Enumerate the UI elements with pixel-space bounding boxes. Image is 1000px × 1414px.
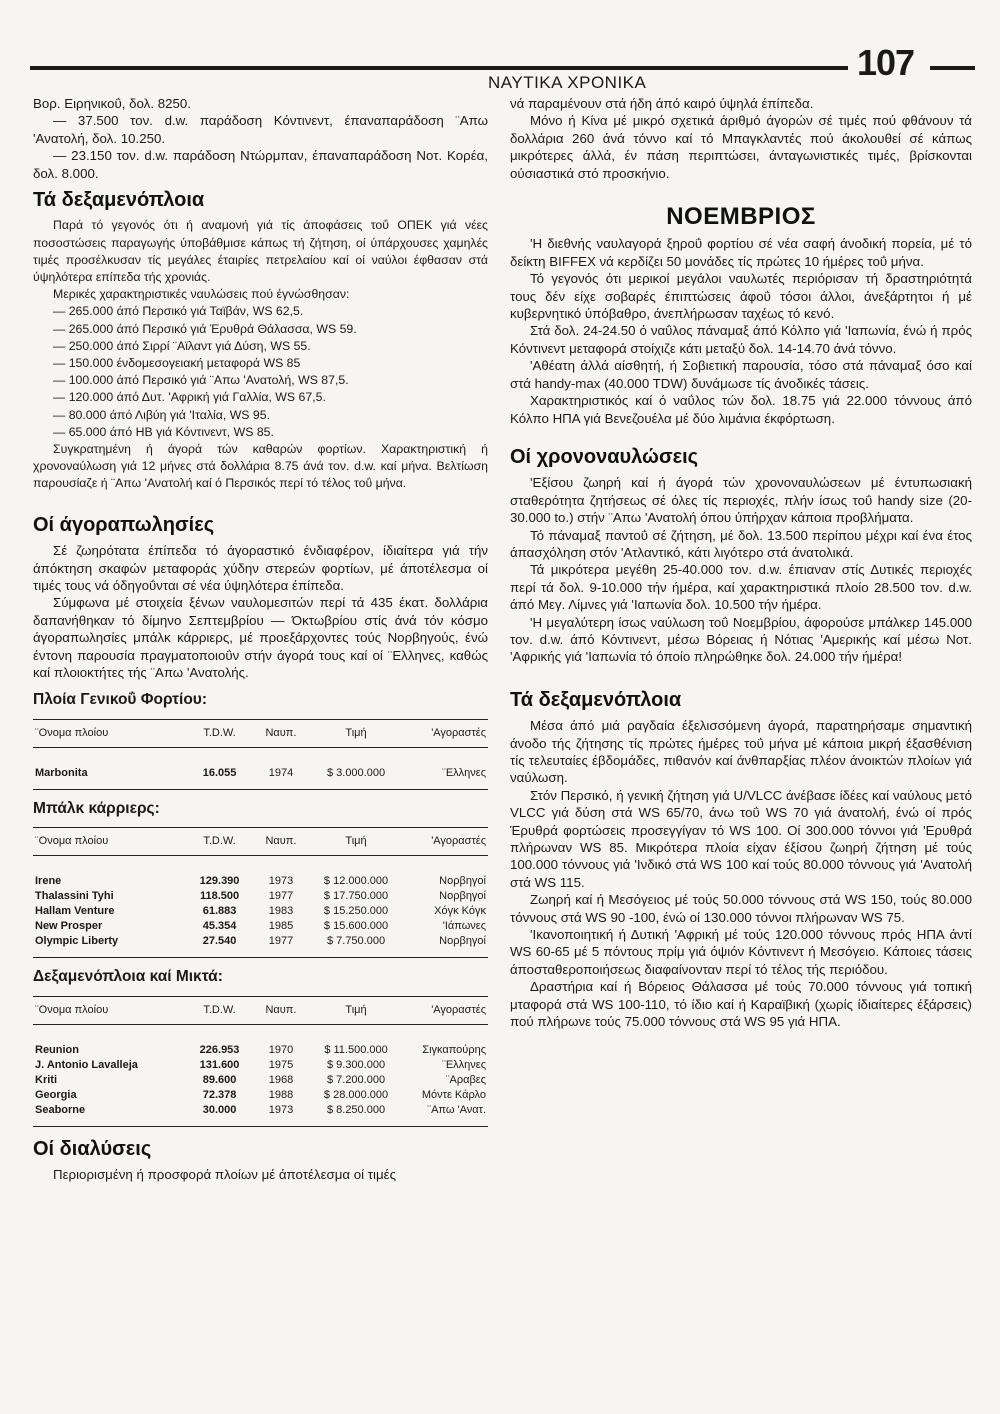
table-header-row [33,996,488,1024]
table-row [33,919,488,934]
col-header-price: Τιμή [311,996,402,1024]
col-header-built: Ναυπ. [251,719,310,747]
fixture-item: — 150.000 ένδομεσογειακή μεταφορά WS 85 [53,356,301,371]
paragraph: Μόνο ή Κίνα μέ μικρό σχετικά άριθμό άγορών σέ τιμές πού φθάνουν τά δολλάρια 260 άνά τόννο καί τό Μπαγκλαντές πού άκολουθεί σέ κάπως μικρότερες άλλά, έν πάση περιπτώσει, άνταγωνιστικές τιμές, βρίσκονται ούσιαστικά στό προσκήνιο. [510,113,972,181]
ship-name: Irene [35,875,62,888]
general-cargo-table [33,719,488,790]
ship-tdw: 118.500 [199,890,240,903]
page-header [30,40,975,100]
ship-tdw: 30.000 [188,1103,252,1127]
table-header-row [33,828,488,856]
ship-price: $ 17.750.000 [323,890,389,903]
paragraph: Στόν Περσικό, ή γενική ζήτηση γιά U/VLCC άνέβασε ίδέες καί ναύλους μετό VLCC γιά δύση στά WS 65/70, άνω τοΰ WS 70 γιά άνατολή, ένώ οί πρός Έρυθρά φορτώσεις προσεγγίγαν τό WS 100. Οί 300.000 τόννοι γιά 'Ερυθρά πλήρωναν WS 85. Μικρότερα πλοία είχαν έξίσου ζωηρή ζήτηση μέ τούς 100.000 τόννους γιά 'Ινδικό στά WS 100 καί τούς 80.000 τόννους γιά 'Ανατολή στά WS 115. [510,787,972,890]
ship-buyer: Μόντε Κάρλο [421,1088,486,1101]
ship-buyer: Χόγκ Κόγκ [434,905,486,918]
paragraph: Δραστήρια καί ή Βόρειος Θάλασσα μέ τούς 70.000 τόννους γιά τοπική μταφορά στά WS 100-110, τό ίδιο καί ή Καραϊβική (χωρίς ίδιαίτερες έξάρσεις) πού πλήρωνε τούς 75.000 τόννους στά WS 95 γιά ΗΠΑ. [510,979,972,1030]
fixture-item: — 100.000 άπό Περσικό γιά ¨Απω 'Ανατολή, WS 87,5. [53,373,349,388]
paragraph: Χαρακτηριστικός καί ό ναΰλος τών δολ. 18.75 γιά 22.000 τόννους άπό Κόλπο ΗΠΑ γιά Βενεζουέλα μέ δύο λιμάνια έκφόρτωση. [510,393,972,426]
ship-built: 1970 [268,1043,294,1056]
fixture-item: — 120.000 άπό Δυτ. 'Αφρική γιά Γαλλία, WS 67,5. [53,390,326,405]
ship-name: Reunion [35,1043,79,1056]
ship-built: 1973 [251,1103,310,1127]
ship-name: New Prosper [35,920,103,933]
paragraph: Σύμφωνα μέ στοιχεία ξένων ναυλομεσιτών περί τά 435 έκατ. δολλάρια δαπανήθηκαν τό δίμηνο Σεπτεμβρίου — Όκτωβρίου στίς άνά τόν κόσμο άγοραπωλησίες μπάλκ κάρριερς, μέ προεξάρχοντες τούς Νορβηγούς, ένώ έντονη παρουσία πραγματοποιοΰν στήν άγορά τους καί οί ¨Ελληνες, καθώς καί πλοιοκτήτες τής ¨Απω 'Ανατολής. [33,595,488,680]
section-heading-scrap: Οί διαλύσεις [33,1137,152,1160]
table-heading-tankers-mixed: Δεξαμενόπλοια καί Μικτά: [33,968,223,986]
ship-name: Georgia [35,1088,77,1101]
col-header-buyer: 'Αγοραστές [402,828,488,856]
col-header-name: ¨Ονομα πλοίου [33,828,188,856]
ship-tdw: 16.055 [188,747,252,789]
ship-price: $ 15.600.000 [323,920,389,933]
section-heading-tankers: Τά δεξαμενόπλοια [33,189,205,212]
ship-buyer: Νορβηγοί [402,934,488,958]
ship-built: 1983 [268,905,294,918]
ship-name: Olympic Liberty [33,934,188,958]
table-heading-bulk-carriers: Μπάλκ κάρριερς: [33,799,160,817]
ship-buyer: 'Ιάπωνες [442,920,486,933]
section-heading-timecharter: Οί χρονοναυλώσεις [510,445,699,468]
paragraph: Τό πάναμαξ παντοΰ σέ ζήτηση, μέ δολ. 13.500 περίπου μέχρι καί ένα έτος άπασχόληση στόν 'Ατλαντικό, κάτι λιγότερο στά άνατολικά. [510,527,972,560]
intro-line: — 37.500 τον. d.w. παράδοση Κόντινεντ, έπαναπαράδοση ¨Απω 'Ανατολή, δολ. 10.250. [33,113,488,146]
fixture-item: — 80.000 άπό Λιβύη γιά 'Ιταλία, WS 95. [53,407,271,422]
col-header-buyer: 'Αγοραστές [402,996,488,1024]
table-row [33,904,488,919]
paragraph: Παρά τό γεγονός ότι ή αναμονή γιά τίς άποφάσεις τοΰ ΟΠΕΚ γιά νέες ποσοστώσεις παραγωγής ύποβάθμισε κάπως τή ζήτηση, οί ύπάρχουσες χαμηλές τιμές προσέλκυσαν τίς μεγάλες έταιρίες πετρελαίου καί οί ναύλοι έφθασαν στά ύψηλότερα επίπεδα τής χρονιάς. [33,218,488,285]
ship-buyer: ¨Αραβες [445,1073,486,1086]
ship-price: $ 9.300.000 [326,1058,386,1071]
paragraph: 'Ικανοποιητική ή Δυτική 'Αφρική μέ τούς 120.000 τόννους πρός ΗΠΑ άντί WS 60-65 μέ 5 πόντους πρίμ γιά όψιόν Κόντινεντ ή Μεσόγειο. Κάποιες τάσεις άποσταθεροποιήσεως διαφαίνονταν περί τό τέλος τής περιόδου. [510,927,972,977]
paragraph: Τά μικρότερα μεγέθη 25-40.000 τον. d.w. έπιαναν στίς Δυτικές περιοχές περί τά δολ. 9-10.000 τήν ήμέρα, καί χαρακτηριστικά πλοίο 28.500 τον. d.w. άπό Μεγ. Λίμνες γιά 'Ιαπωνία δολ. 10.500 τήν ήμέρα. [510,562,972,613]
ship-tdw: 72.378 [202,1088,237,1101]
ship-buyer: Νορβηγοί [439,890,486,903]
fixture-item: — 65.000 άπό ΗΒ γιά Κόντινεντ, WS 85. [53,424,274,439]
ship-price: $ 12.000.000 [323,875,389,888]
paragraph: Στά δολ. 24-24.50 ό ναΰλος πάναμαξ άπό Κόλπο γιά 'Ιαπωνία, ένώ ή πρός Κόντινεντ μεταφορά στοίχιζε κάτι μεταξύ δολ. 14-14.70 άνά τόννο. [510,323,972,356]
fixture-item: — 265.000 άπό Περσικό γιά Έρυθρά Θάλασσα, WS 59. [53,321,357,336]
ship-buyer: ¨Ελληνες [402,747,488,789]
ship-price: $ 28.000.000 [323,1088,389,1101]
ship-built: 1977 [251,934,310,958]
ship-name: Thalassini Tyhi [35,890,114,903]
section-heading-november: ΝΟΕΜΒΡΙΟΣ [666,203,816,231]
paragraph: Μέσα άπό μιά ραγδαία έξελισσόμενη άγορά, παρατηρήσαμε σημαντική άνοδο τής ζήτησης τίς πρώτες ήμέρες τοΰ μήνα μέ κάποια μικρή έξασθένιση τίς τελευταίες έβδομάδες, πιθανόν καί άνθπαρξίας πλέον άνοικτών πλοίων γιά ναύλωση. [510,718,972,786]
ship-buyer: Νορβηγοί [439,875,486,888]
table-row [33,1058,488,1073]
ship-tdw: 89.600 [202,1073,237,1086]
table-row [33,1073,488,1088]
ship-buyer: ¨Ελληνες [442,1058,486,1071]
paragraph: Σέ ζωηρότατα έπίπεδα τό άγοραστικό ένδιαφέρον, ίδιαίτερα γιά τήν άπόκτηση σκαφών μεταφοράς χύδην στερεών φορτίων, μέ άποτέλεσμα οί τιμές τους νά όδηγοΰνται σέ νέα ύψηλότερα έπίπεδα. [33,543,488,593]
ship-price: $ 7.200.000 [326,1073,386,1086]
fixture-item: — 265.000 άπό Περσικό γιά Ταϊβάν, WS 62,5. [53,304,304,319]
ship-tdw: 45.354 [202,920,237,933]
table-heading-general-cargo: Πλοία Γενικοΰ Φορτίου: [33,691,207,709]
ship-tdw: 131.600 [199,1058,240,1071]
table-row [33,856,488,890]
header-rule-right [930,66,975,70]
table-row [33,889,488,904]
ship-name: Hallam Venture [35,905,115,918]
header-rule-left [30,66,848,70]
section-heading-sales: Οί άγοραπωλησίες [33,513,215,536]
ship-tdw: 61.883 [202,905,237,918]
ship-tdw: 226.953 [199,1043,240,1056]
ship-price: $ 3.000.000 [311,747,402,789]
ship-price: $ 11.500.000 [324,1043,388,1056]
bulk-carriers-table [33,827,488,958]
col-header-tdw: T.D.W. [188,828,252,856]
table-row [33,1103,488,1127]
intro-line: Βορ. Ειρηνικοΰ, δολ. 8250. [33,96,191,111]
page-number: 107 [857,42,915,83]
paragraph: 'Αθέατη άλλά αίσθητή, ή Σοβιετική παρουσία, τόσο στά πάναμαξ όσο καί στά handy-max (40.000 TDW) δυνάμωσε τίς άνοδικές τάσεις. [510,358,972,391]
table-row [33,1088,488,1103]
paragraph: νά παραμένουν στά ήδη άπό καιρό ύψηλά έπίπεδα. [510,96,814,111]
ship-name: J. Antonio Lavalleja [35,1058,138,1071]
paragraph: Συγκρατημένη ή άγορά τών καθαρών φορτίων. Χαρακτηριστική ή χρονοναύλωση γιά 12 μήνες στά δολλάρια 8.75 άνά τον. d.w. καί μήνα. Βελτίωση παρουσίαζε ή ¨Απω 'Ανατολή καί ό Περσικός περί τό τέλος τοΰ μήνα. [33,442,488,491]
ship-price: $ 15.250.000 [323,905,389,918]
paragraph: 'Η διεθνής ναυλαγορά ξηροΰ φορτίου σέ νέα σαφή άνοδική πορεία, μέ τό δείκτη BIFFEX νά κερδίζει 50 μονάδες τίς πρώτες 10 ήμέρες τοΰ μήνα. [510,236,972,269]
ship-name: Seaborne [33,1103,188,1127]
fixture-item: — 250.000 άπό Σιρρί ¨Αϊλαντ γιά Δύση, WS 55. [53,338,311,353]
magazine-title: ΝΑΥΤΙΚΑ ΧΡΟΝΙΚΑ [488,73,647,92]
ship-buyer: ¨Απω 'Ανατ. [402,1103,488,1127]
ship-tdw: 129.390 [199,875,240,888]
table-row [33,934,488,958]
ship-built: 1977 [268,890,294,903]
ship-built: 1974 [251,747,310,789]
table-header-row [33,719,488,747]
ship-price: $ 7.750.000 [311,934,402,958]
col-header-built: Ναυπ. [251,996,310,1024]
ship-name: Marbonita [33,747,188,789]
col-header-name: ¨Ονομα πλοίου [33,719,188,747]
ship-built: 1988 [268,1088,294,1101]
ship-built: 1973 [268,875,294,888]
col-header-tdw: T.D.W. [188,996,252,1024]
table-row [33,747,488,789]
paragraph: Τό γεγονός ότι μερικοί μεγάλοι ναυλωτές περιόρισαν τή δραστηριότητά τους δέν είχε σοβαρές έπιπτώσεις άφοΰ τόσοι άλλοι, άνεξάρτητοι ή μέ κυβερνητικό ύπόβαθρο, άνεπλήρωσαν ταχέως τό κενό. [510,271,972,322]
col-header-price: Τιμή [311,719,402,747]
col-header-built: Ναυπ. [251,828,310,856]
ship-price: $ 8.250.000 [311,1103,402,1127]
intro-line: — 23.150 τον. d.w. παράδοση Ντώρμπαν, έπαναπαράδοση Νοτ. Κορέα, δολ. 8.000. [33,148,488,181]
ship-built: 1975 [268,1058,294,1071]
left-column [33,95,488,1183]
ship-built: 1968 [268,1073,294,1086]
col-header-buyer: 'Αγοραστές [402,719,488,747]
ship-buyer: Σιγκαπούρης [422,1043,486,1056]
table-row [33,1024,488,1058]
paragraph: 'Η μεγαλύτερη ίσως ναύλωση τοΰ Νοεμβρίου, άφορούσε μπάλκερ 145.000 τον. d.w. άπό Κόντινεντ, μέσω Βόρειας ή Νότιας 'Αμερικής καί μέσω Νοτ. 'Αφρικής γιά 'Ιαπωνία τό όποίο πληρώθηκε δολ. 24.000 τήν ήμέρα! [510,614,972,665]
col-header-price: Τιμή [311,828,402,856]
ship-built: 1985 [268,920,294,933]
ship-tdw: 27.540 [188,934,252,958]
paragraph: Ζωηρή καί ή Μεσόγειος μέ τούς 50.000 τόννους στά WS 150, τούς 80.000 τόννους στά WS 90 -100, ένώ οί 130.000 τόννοι πλήρωναν WS 75. [510,892,972,925]
tankers-mixed-table [33,996,488,1127]
ship-name: Kriti [35,1073,57,1086]
paragraph: Περιορισμένη ή προσφορά πλοίων μέ άποτέλεσμα οί τιμές [53,1166,396,1182]
paragraph: 'Εξίσου ζωηρή καί ή άγορά τών χρονοναυλώσεων μέ έντυπωσιακή σταθερότητα ζητήσεως σέ όλες τίς περιοχές, πλήν ίσως τοΰ handy size (20-30.000 to.) στήν ¨Απω 'Ανατολή όπου ύπήρχαν κάποια προβλήματα. [510,475,972,526]
right-column [510,95,972,1031]
col-header-name: ¨Ονομα πλοίου [33,996,188,1024]
fixtures-intro: Μερικές χαρακτηριστικές ναυλώσεις πού έγνώσθησαν: [53,287,350,302]
col-header-tdw: T.D.W. [188,719,252,747]
tankers-section [33,217,488,492]
section-heading-tankers-right: Τά δεξαμενόπλοια [510,688,682,711]
